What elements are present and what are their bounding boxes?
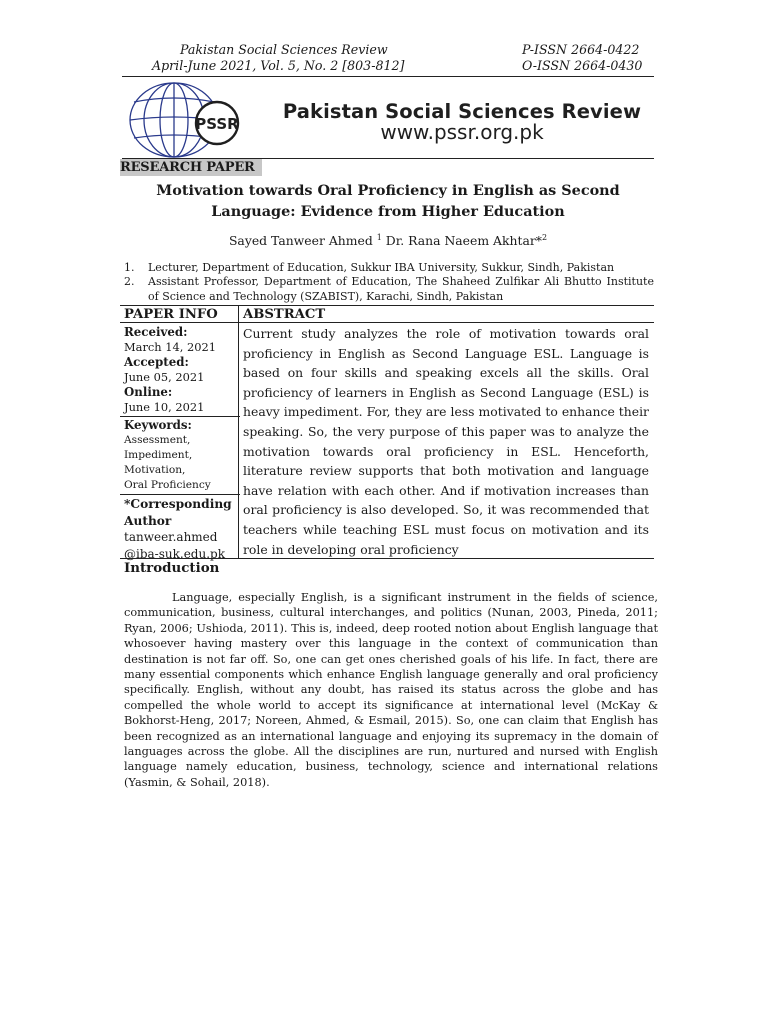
- author-2: Dr. Rana Naeem Akhtar*: [385, 233, 542, 249]
- abstract-text: Current study analyzes the role of motivation towards oral proficiency in English as Second Language ESL. Language is based on four skills and speaking excels all the skills. Oral proficiency of learners in English as Second Language (ESL) is heavy impediment. For, they are less motivated to enhance their speaking. So, the very purpose of this paper was to analyze the motivation towards oral proficiency in ESL. Henceforth, literature review supports that both motivation and language have relation with each other. And if motivation increases than oral proficiency is also developed. So, it was recommended that teachers while teaching ESL must focus on motivation and its role in developing oral proficiency: [243, 326, 649, 557]
- keyword: Motivation,: [124, 464, 186, 476]
- author-1: Sayed Tanweer Ahmed: [228, 233, 373, 249]
- issn-block: [522, 42, 652, 74]
- info-divider: [120, 416, 240, 417]
- title-line-1: Motivation towards Oral Proficiency in English as Second: [156, 182, 620, 199]
- affiliations: [124, 261, 654, 304]
- table-top-rule: [120, 305, 654, 306]
- received-label: Received:: [124, 325, 188, 339]
- author-email-part-2[interactable]: @iba-suk.edu.pk: [124, 546, 225, 561]
- keyword: Oral Proficiency: [124, 479, 211, 491]
- info-abstract-table: [120, 305, 654, 559]
- table-column-divider: [238, 306, 239, 559]
- keyword: Assessment,: [124, 434, 191, 446]
- keyword: Impediment,: [124, 449, 193, 461]
- author-2-affil: 2: [541, 233, 548, 242]
- issue-line: April-June 2021, Vol. 5, No. 2 [803-812]: [152, 58, 405, 73]
- print-issn: P-ISSN 2664-0422: [522, 42, 640, 57]
- abstract-heading: ABSTRACT: [243, 307, 326, 322]
- table-header-rule: [120, 322, 654, 323]
- corresponding-label-2: Author: [124, 513, 172, 528]
- affiliation-number: 2.: [124, 275, 135, 289]
- info-divider: [120, 494, 240, 495]
- paper-info-heading: PAPER INFO: [124, 307, 218, 322]
- online-label: Online:: [124, 385, 173, 399]
- affiliation-number: 1.: [124, 261, 135, 274]
- accepted-label: Accepted:: [124, 355, 189, 369]
- journal-url[interactable]: www.pssr.org.pk: [380, 120, 544, 144]
- affiliation-item: [124, 275, 654, 304]
- journal-title-line: Pakistan Social Sciences Review: [180, 42, 388, 57]
- paper-info-column: [124, 325, 236, 562]
- author-1-affil: 1: [376, 233, 382, 242]
- journal-citation: [152, 42, 432, 74]
- online-date: June 10, 2021: [124, 400, 205, 414]
- received-date: March 14, 2021: [124, 340, 216, 354]
- logo-emblem-text: PSSR: [195, 115, 239, 133]
- affiliation-text: Lecturer, Department of Education, Sukkur IBA University, Sukkur, Sindh, Pakistan: [148, 261, 615, 274]
- author-email-part-1[interactable]: tanweer.ahmed: [124, 530, 218, 544]
- keywords-label: Keywords:: [124, 418, 192, 432]
- affiliation-item: [124, 261, 654, 275]
- introduction-heading: Introduction: [124, 560, 220, 576]
- journal-name: Pakistan Social Sciences Review: [282, 100, 642, 123]
- authors-line: [122, 233, 654, 248]
- header-rule: [122, 76, 654, 77]
- pssr-logo: [124, 80, 254, 160]
- paper-title: [122, 180, 654, 222]
- affiliation-text: Assistant Professor, Department of Education, The Shaheed Zulfikar Ali Bhutto Institute of Science and Technology (SZABIST), Karachi, Sindh, Pakistan: [148, 275, 654, 303]
- paper-type-label: RESEARCH PAPER: [120, 159, 262, 176]
- corresponding-label: *Corresponding: [124, 497, 232, 511]
- introduction-paragraph: Language, especially English, is a significant instrument in the fields of science, communication, business, cultural interchanges, and politics (Nunan, 2003, Pineda, 2011; Ryan, 2006; Ushioda, 2011). This is, indeed, deep rooted notion about English language that whosoever having mastery over this language in the context of communication than destination is not far off. So, one can get ones cherished goals of his life. In fact, there are many essential components which enhance English language generally and oral proficiency specifically. English, without any doubt, has raised its status across the globe and has compelled the whole world to accept its significance at international level (McKay & Bokhorst-Heng, 2017; Noreen, Ahmed, & Esmail, 2015). So, one can claim that English has been recognized as an international language and enjoying its supremacy in the domain of languages across the globe. All the disciplines are run, nurtured and nursed with English language namely education, business, technology, science and international relations (Yasmin, & Sohail, 2018).: [124, 591, 658, 789]
- online-issn: O-ISSN 2664-0430: [522, 58, 643, 73]
- title-line-2: Language: Evidence from Higher Education: [211, 203, 565, 220]
- accepted-date: June 05, 2021: [124, 370, 205, 384]
